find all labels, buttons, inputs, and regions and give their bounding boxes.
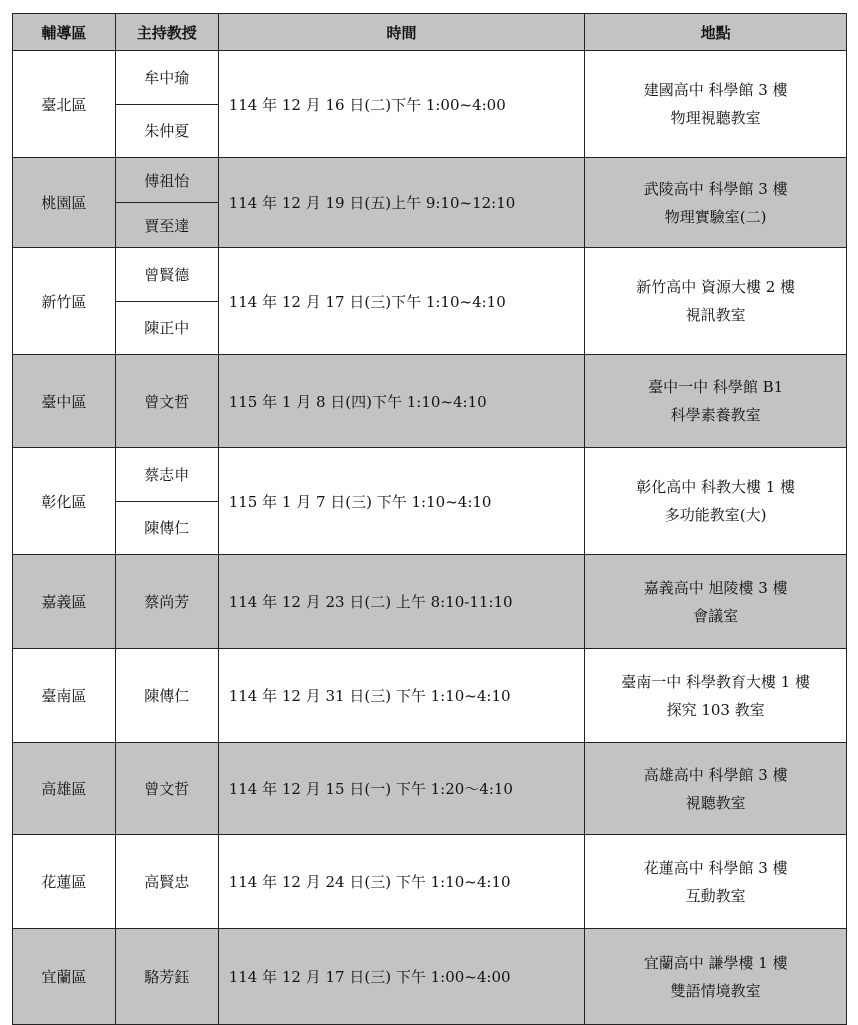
region-cell: 新竹區 [13, 248, 116, 355]
location-cell [585, 835, 847, 929]
location-line: 探究 103 教室 [666, 700, 765, 719]
location-line: 武陵高中 科學館 3 樓 [643, 179, 788, 198]
time-cell: 114 年 12 月 19 日(五)上午 9:10~12:10 [218, 158, 585, 248]
professor-cell: 賈至達 [115, 203, 218, 248]
location-line: 臺南一中 科學教育大樓 1 樓 [621, 672, 811, 691]
region-cell: 臺北區 [13, 51, 116, 158]
location-line: 建國高中 科學館 3 樓 [643, 81, 788, 99]
time-cell: 114 年 12 月 23 日(二) 上午 8:10-11:10 [218, 555, 585, 649]
location-line: 互動教室 [685, 886, 746, 905]
professor-cell: 陳正中 [115, 301, 218, 355]
location-line: 科學素養教室 [670, 406, 761, 424]
location-cell [585, 248, 847, 355]
professor-cell: 朱仲夏 [115, 104, 218, 158]
header-region: 輔導區 [13, 14, 116, 51]
professor-cell: 傅祖怡 [115, 158, 218, 203]
header-time: 時間 [218, 14, 585, 51]
location-line: 高雄高中 科學館 3 樓 [643, 765, 788, 784]
region-cell: 彰化區 [13, 448, 116, 555]
location-line: 宜蘭高中 謙學樓 1 樓 [643, 953, 788, 972]
table-row [13, 448, 847, 502]
time-cell: 114 年 12 月 16 日(二)下午 1:00~4:00 [218, 51, 585, 158]
location-cell [585, 158, 847, 248]
professor-cell: 曾文哲 [115, 743, 218, 835]
region-cell: 嘉義區 [13, 555, 116, 649]
location-line: 彰化高中 科教大樓 1 樓 [636, 478, 796, 496]
professor-cell: 蔡尚芳 [115, 555, 218, 649]
location-cell [585, 649, 847, 743]
location-line: 視聽教室 [685, 793, 746, 812]
professor-cell: 高賢忠 [115, 835, 218, 929]
region-cell: 花蓮區 [13, 835, 116, 929]
time-cell: 114 年 12 月 17 日(三)下午 1:10~4:10 [218, 248, 585, 355]
location-cell [585, 448, 847, 555]
location-line: 雙語情境教室 [670, 981, 761, 1000]
table-row [13, 248, 847, 302]
location-cell [585, 555, 847, 649]
header-location: 地點 [585, 14, 847, 51]
location-line: 物理視聽教室 [670, 109, 761, 127]
location-line: 新竹高中 資源大樓 2 樓 [636, 278, 796, 296]
region-cell: 桃園區 [13, 158, 116, 248]
time-cell: 114 年 12 月 31 日(三) 下午 1:10~4:10 [218, 649, 585, 743]
table-row [13, 835, 847, 929]
location-line: 視訊教室 [685, 306, 746, 324]
location-line: 物理實驗室(二) [664, 207, 767, 226]
header-row [13, 14, 847, 51]
professor-cell: 陳傳仁 [115, 649, 218, 743]
header-professor: 主持教授 [115, 14, 218, 51]
table-row [13, 555, 847, 649]
location-cell [585, 743, 847, 835]
table-row [13, 649, 847, 743]
location-line: 嘉義高中 旭陵樓 3 樓 [643, 578, 788, 597]
professor-cell: 蔡志申 [115, 448, 218, 502]
table-row [13, 355, 847, 448]
table-row [13, 743, 847, 835]
professor-cell: 曾賢德 [115, 248, 218, 302]
location-cell [585, 51, 847, 158]
time-cell: 114 年 12 月 24 日(三) 下午 1:10~4:10 [218, 835, 585, 929]
region-cell: 臺南區 [13, 649, 116, 743]
professor-cell: 牟中瑜 [115, 51, 218, 105]
table-row [13, 158, 847, 203]
table-row [13, 51, 847, 105]
region-cell: 臺中區 [13, 355, 116, 448]
location-line: 多功能教室(大) [664, 506, 767, 524]
location-line: 臺中一中 科學館 B1 [648, 378, 784, 396]
professor-cell: 陳傳仁 [115, 501, 218, 555]
region-cell: 宜蘭區 [13, 929, 116, 1025]
region-cell: 高雄區 [13, 743, 116, 835]
location-cell [585, 929, 847, 1025]
professor-cell: 駱芳鈺 [115, 929, 218, 1025]
time-cell: 114 年 12 月 15 日(一) 下午 1:20～4:10 [218, 743, 585, 835]
time-cell: 115 年 1 月 8 日(四)下午 1:10~4:10 [218, 355, 585, 448]
table-row [13, 929, 847, 1025]
time-cell: 114 年 12 月 17 日(三) 下午 1:00~4:00 [218, 929, 585, 1025]
location-cell [585, 355, 847, 448]
professor-cell: 曾文哲 [115, 355, 218, 448]
schedule-table [12, 13, 847, 1025]
time-cell: 115 年 1 月 7 日(三) 下午 1:10~4:10 [218, 448, 585, 555]
location-line: 花蓮高中 科學館 3 樓 [643, 858, 788, 877]
location-line: 會議室 [693, 606, 739, 625]
